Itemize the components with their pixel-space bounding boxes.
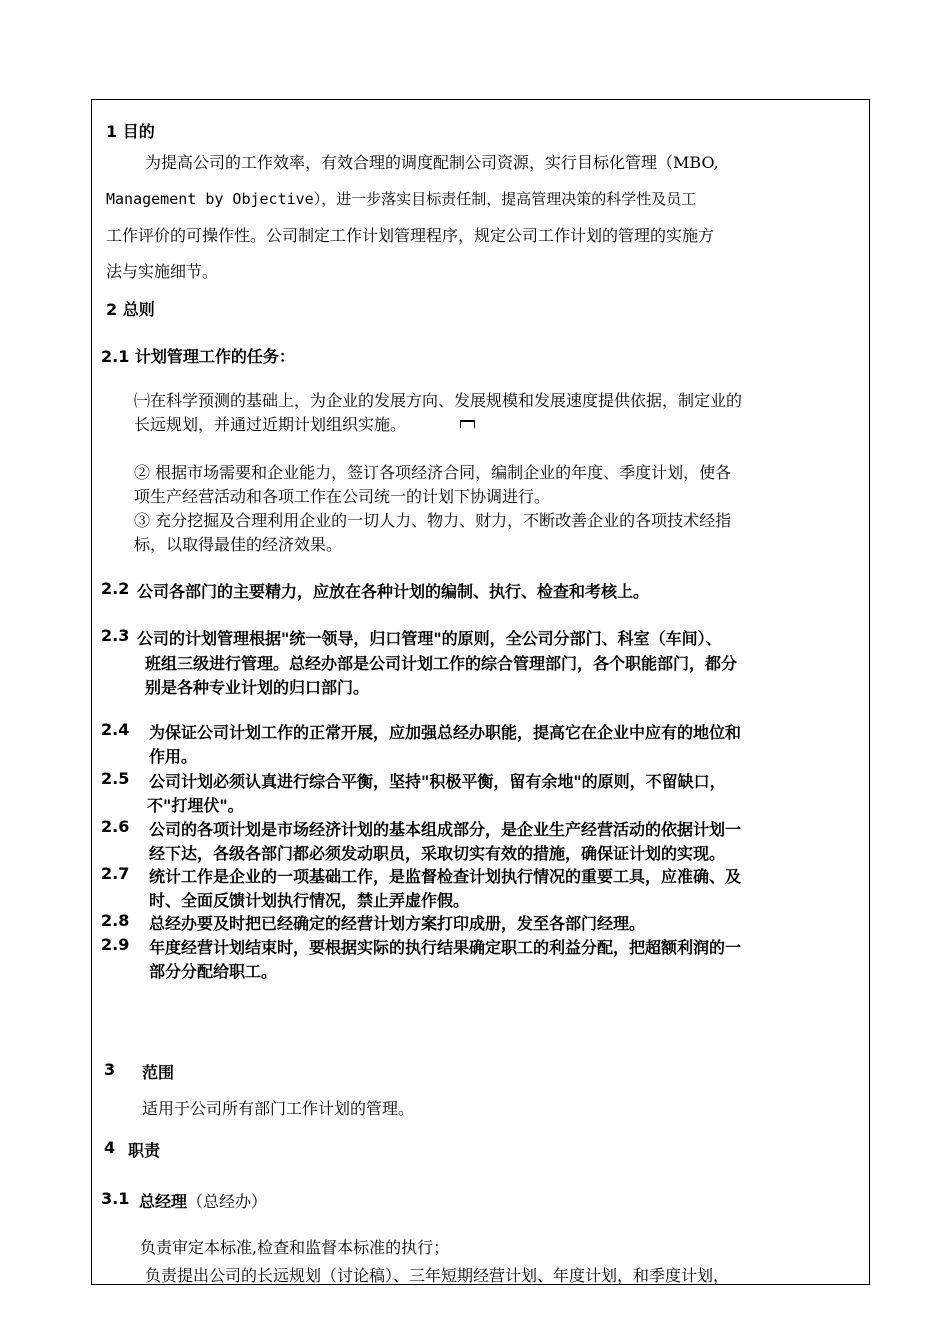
task-line-4: 项生产经营活动和各项工作在公司统一的计划下协调进行。 [134,487,551,506]
task-line-1: ㈠在科学预测的基础上，为企业的发展方向、发展规模和发展速度提供依据，制定业的 [134,391,743,410]
section-4-number: 4 [104,1138,116,1157]
section-2-4-line-1: 为保证公司计划工作的正常开展，应加强总经办职能，提高它在企业中应有的地位和 [149,723,742,742]
section-3-1-note: （总经办） [187,1192,268,1211]
section-3-1-heading: 总经理 [139,1192,188,1211]
edit-mark [460,420,475,428]
section-2-heading: 2 总则 [106,300,155,319]
section-1-heading: 1 目的 [106,122,155,141]
task-line-6: 标，以取得最佳的经济效果。 [134,535,343,554]
section-3-1-number: 3.1 [101,1189,130,1208]
section-2-2-number: 2.2 [101,579,130,598]
section-4-heading: 职责 [128,1141,161,1160]
task-line-3: ② 根据市场需要和企业能力，签订各项经济合同，编制企业的年度、季度计划，使各 [134,463,732,482]
section-3-heading: 范围 [142,1063,175,1082]
section-1-line-1: 为提高公司的工作效率，有效合理的调度配制公司资源，实行目标化管理（MBO, [145,153,719,172]
section-2-3-number: 2.3 [101,626,130,645]
section-2-1-heading: 2.1 计划管理工作的任务： [101,347,295,366]
section-1-line-2: Management by Objective），进一步落实目标责任制，提高管理决策的科学性及员工 [106,190,697,208]
section-1-line-3: 工作评价的可操作性。公司制定工作计划管理程序，规定公司工作计划的管理的实施方 [106,226,715,245]
section-2-5-number: 2.5 [101,769,130,788]
section-2-4-line-2: 作用。 [149,747,198,766]
section-3-number: 3 [104,1060,116,1079]
task-line-2: 长远规划，并通过近期计划组织实施。 [134,415,407,434]
section-2-7-line-2: 时、全面反馈计划执行情况，禁止弄虚作假。 [149,891,470,910]
section-2-8-number: 2.8 [101,911,130,930]
section-3-text: 适用于公司所有部门工作计划的管理。 [142,1099,415,1118]
duty-line-2: 负责提出公司的长远规划（讨论稿）、三年短期经营计划、年度计划，和季度计划， [145,1266,730,1285]
task-line-5: ③ 充分挖掘及合理利用企业的一切人力、物力、财力，不断改善企业的各项技术经指 [134,511,732,530]
section-2-2-text: 公司各部门的主要精力，应放在各种计划的编制、执行、检查和考核上。 [137,582,650,601]
section-2-9-line-2: 部分分配给职工。 [149,962,278,981]
section-3-1-heading-group [139,1189,267,1212]
section-2-7-line-1: 统计工作是企业的一项基础工作，是监督检查计划执行情况的重要工具，应准确、及 [149,867,742,886]
section-2-6-line-2: 经下达，各级各部门都必须发动职员，采取切实有效的措施，确保证计划的实现。 [149,844,726,863]
section-2-4-number: 2.4 [101,720,130,739]
section-2-5-line-2: 不"打埋伏"。 [147,796,244,815]
section-2-6-number: 2.6 [101,817,130,836]
section-2-9-line-1: 年度经营计划结束时，要根据实际的执行结果确定职工的利益分配，把超额利润的一 [149,938,742,957]
section-2-3-line-3: 别是各种专业计划的归口部门。 [145,678,370,697]
section-2-5-line-1: 公司计划必须认真进行综合平衡，坚持"积极平衡，留有余地"的原则，不留缺口， [149,772,726,791]
section-2-8-line-1: 总经办要及时把已经确定的经营计划方案打印成册，发至各部门经理。 [149,914,646,933]
section-1-line-4: 法与实施细节。 [106,262,219,281]
section-2-6-line-1: 公司的各项计划是市场经济计划的基本组成部分，是企业生产经营活动的依据计划一 [149,820,742,839]
section-2-7-number: 2.7 [101,864,130,883]
section-2-3-line-1: 公司的计划管理根据"统一领导，归口管理"的原则，全公司分部门、科室（车间）、 [137,629,722,648]
section-2-3-line-2: 班组三级进行管理。总经办部是公司计划工作的综合管理部门，各个职能部门，都分 [145,654,738,673]
section-2-9-number: 2.9 [101,935,130,954]
duty-line-1: 负责审定本标准,检查和监督本标准的执行； [140,1238,450,1257]
